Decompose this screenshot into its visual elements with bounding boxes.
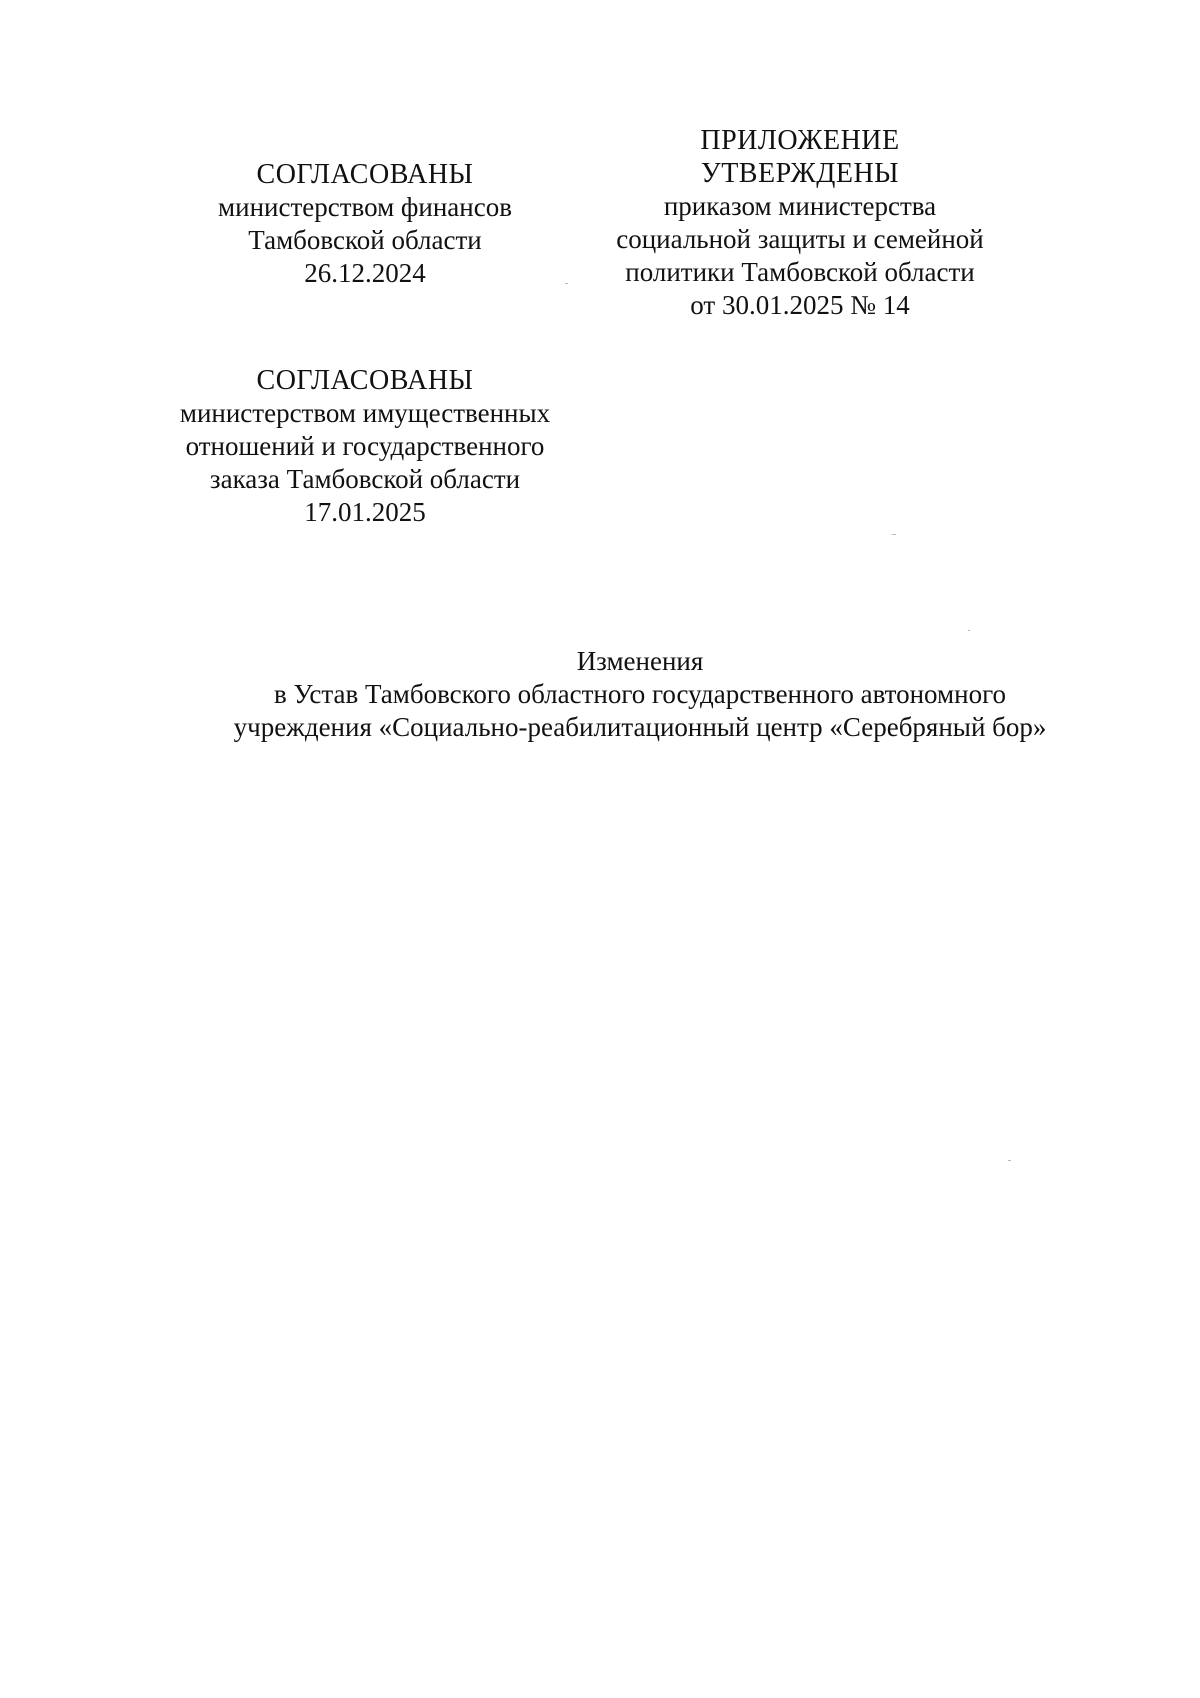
agreed-line: Тамбовской области — [248, 225, 482, 255]
scan-speck — [892, 534, 896, 535]
agreed-line: министерством финансов — [218, 192, 512, 222]
scan-speck — [565, 283, 568, 284]
approval-stamp — [535, 124, 1065, 322]
agreed-heading: СОГЛАСОВАНЫ — [256, 159, 474, 190]
title-line: учреждения «Социально-реабилитационный центр «Серебряный бор» — [233, 712, 1047, 742]
agreed-line: заказа Тамбовской области — [209, 464, 521, 494]
approved-line: социальной защиты и семейной — [616, 224, 984, 254]
approved-order-number: от 30.01.2025 № 14 — [690, 290, 910, 320]
appendix-label: ПРИЛОЖЕНИЕ — [700, 125, 900, 156]
agreed-line: министерством имущественных — [179, 398, 551, 428]
agreed-line: отношений и государственного — [185, 431, 545, 461]
approved-line: политики Тамбовской области — [625, 257, 975, 287]
scan-speck — [1008, 1160, 1011, 1161]
approved-heading: УТВЕРЖДЕНЫ — [700, 158, 900, 189]
title-line: в Устав Тамбовского областного государственного автономного — [274, 679, 1006, 709]
document-title — [200, 645, 1080, 744]
agreed-date: 26.12.2024 — [304, 258, 426, 288]
approved-line: приказом министерства — [663, 191, 937, 221]
agreed-finance-stamp — [150, 158, 580, 290]
agreed-date: 17.01.2025 — [304, 497, 426, 527]
agreed-property-stamp — [150, 364, 580, 529]
scan-speck — [968, 630, 970, 631]
agreed-heading: СОГЛАСОВАНЫ — [256, 365, 474, 396]
title-heading: Изменения — [576, 646, 704, 676]
